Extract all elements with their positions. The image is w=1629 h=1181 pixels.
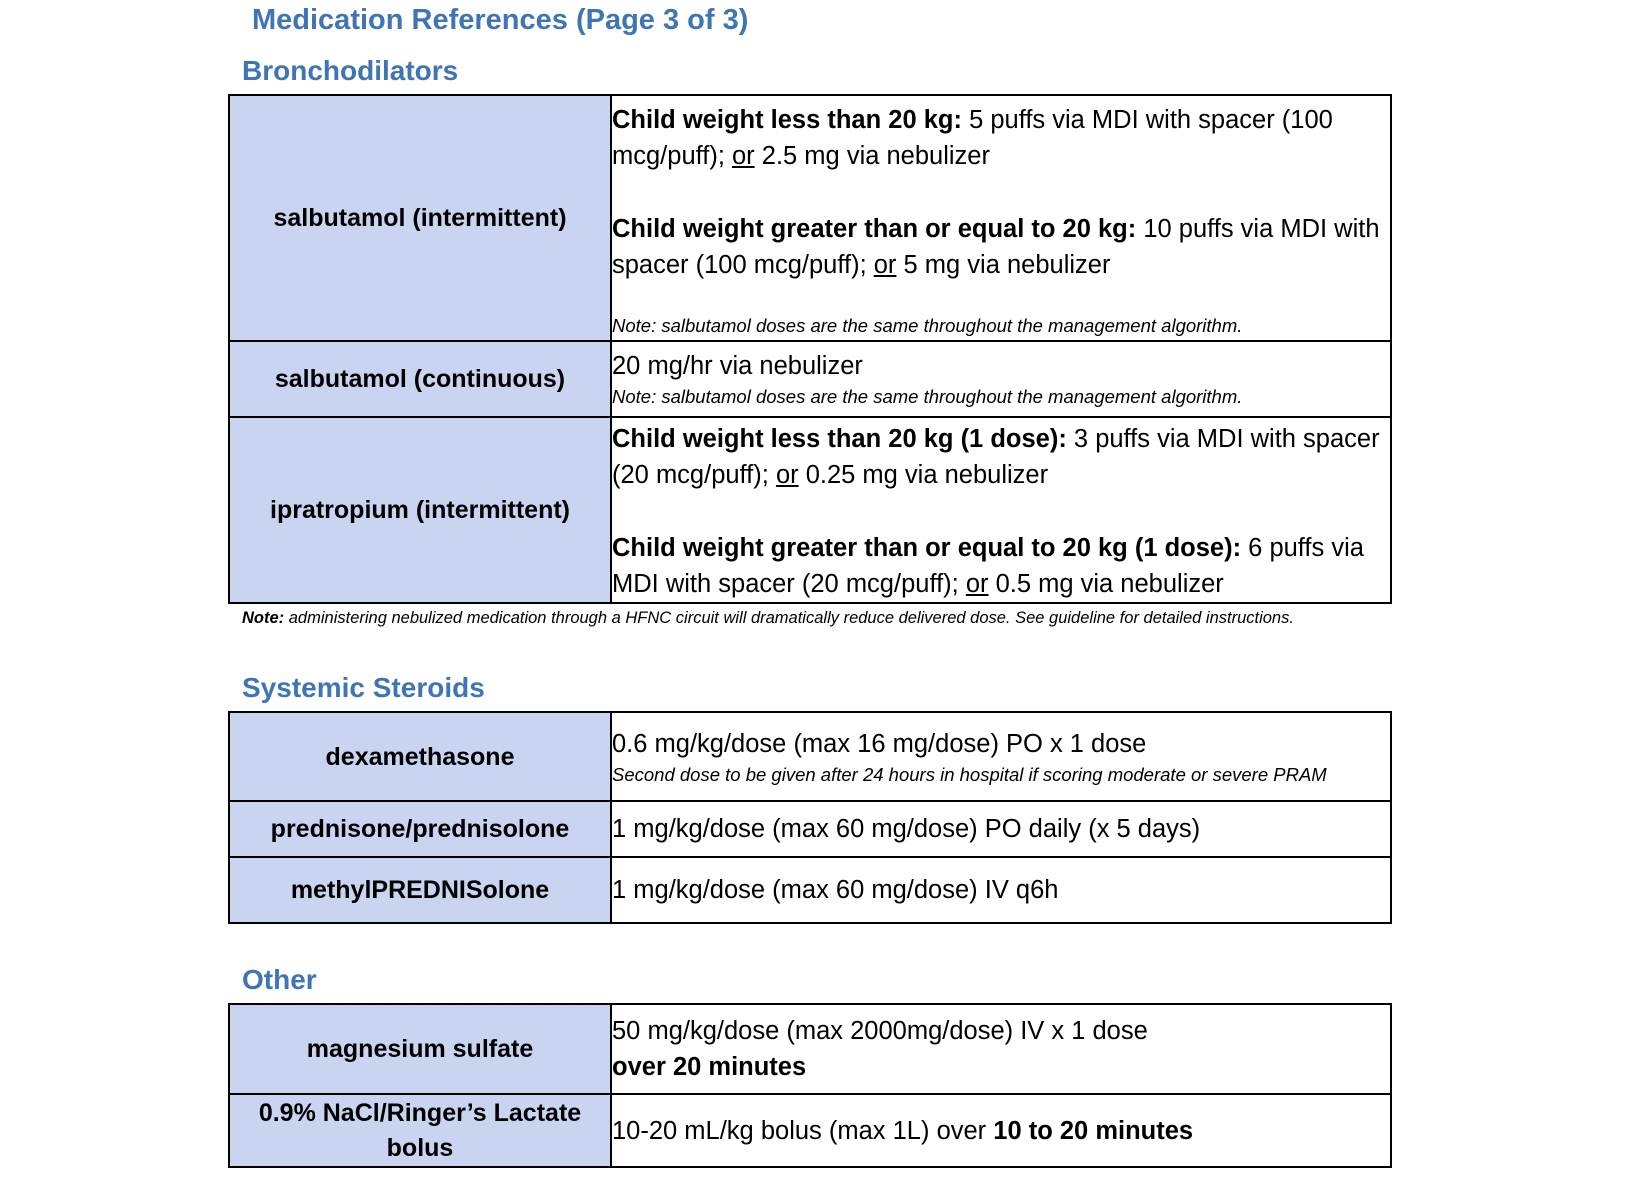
hfnc-footnote — [242, 609, 1294, 628]
dose-paragraph — [612, 211, 1390, 283]
or-text: or — [775, 460, 799, 489]
footnote-text: administering nebulized medication through a HFNC circuit will dramatically reduce delivered dose. See guideline for detailed instructions. — [284, 609, 1294, 627]
dose-cell — [611, 417, 1391, 603]
section-heading-other: Other — [242, 964, 317, 995]
dose-note: Second dose to be given after 24 hours in hospital if scoring moderate or severe PRAM — [612, 763, 1327, 785]
dose-label: Child weight greater than or equal to 20 kg: — [612, 214, 1137, 243]
dose-paragraph — [612, 421, 1390, 493]
dose-text: 5 mg via nebulizer — [896, 250, 1111, 279]
dose-text: 0.5 mg via nebulizer — [988, 569, 1224, 598]
dose-text: 1 mg/kg/dose (max 60 mg/dose) IV q6h — [612, 876, 1059, 904]
dose-paragraph — [612, 530, 1390, 602]
drug-name: prednisone/prednisolone — [229, 801, 611, 857]
bronchodilators-table — [228, 94, 1392, 604]
section-heading-bronchodilators: Bronchodilators — [242, 55, 459, 86]
drug-name: salbutamol (intermittent) — [229, 95, 611, 341]
drug-name-line: bolus — [386, 1133, 454, 1162]
dose-cell — [611, 712, 1391, 801]
steroids-table — [228, 711, 1392, 924]
dose-note: Note: salbutamol doses are the same throughout the management algorithm. — [612, 314, 1243, 336]
dose-note: Note: salbutamol doses are the same throughout the management algorithm. — [612, 386, 1243, 407]
dose-label: Child weight less than 20 kg: — [612, 105, 962, 134]
dose-text: 0.6 mg/kg/dose (max 16 mg/dose) PO x 1 dose — [612, 729, 1147, 758]
dose-text: 1 mg/kg/dose (max 60 mg/dose) PO daily (x 5 days) — [612, 815, 1201, 843]
table-row — [229, 1004, 1391, 1094]
dose-cell — [611, 801, 1391, 857]
footnote-label: Note: — [242, 609, 285, 627]
drug-name: dexamethasone — [229, 712, 611, 801]
other-table — [228, 1003, 1392, 1168]
or-text: or — [732, 141, 755, 170]
dose-text: 10 puffs via MDI with spacer (100 mcg/puff); — [612, 214, 1380, 279]
dose-text: 2.5 mg via nebulizer — [754, 141, 990, 170]
dose-cell — [611, 1094, 1391, 1167]
or-text: or — [873, 250, 897, 279]
dose-duration: 10 to 20 minutes — [993, 1116, 1194, 1145]
drug-name: magnesium sulfate — [229, 1004, 611, 1094]
dose-cell — [611, 857, 1391, 923]
table-row — [229, 417, 1391, 603]
drug-name: salbutamol (continuous) — [229, 341, 611, 417]
dose-cell — [611, 95, 1391, 341]
dose-text: 50 mg/kg/dose (max 2000mg/dose) IV x 1 dose — [612, 1017, 1148, 1045]
or-text: or — [965, 569, 989, 598]
dose-text: 20 mg/hr via nebulizer — [612, 352, 863, 380]
table-row — [229, 95, 1391, 341]
table-row — [229, 1094, 1391, 1167]
dose-label: Child weight less than 20 kg (1 dose): — [612, 424, 1067, 453]
drug-name: ipratropium (intermittent) — [229, 417, 611, 603]
table-row — [229, 801, 1391, 857]
dose-text: 5 puffs via MDI with spacer (100 mcg/puff); — [612, 105, 1333, 170]
table-row — [229, 857, 1391, 923]
dose-text: 10-20 mL/kg bolus (max 1L) over — [612, 1116, 994, 1145]
dose-label: Child weight greater than or equal to 20 kg (1 dose): — [612, 533, 1242, 562]
dose-text: over 20 minutes — [612, 1053, 807, 1081]
page-title: Medication References (Page 3 of 3) — [252, 4, 749, 36]
drug-name-line: 0.9% NaCl/Ringer’s Lactate — [258, 1098, 582, 1127]
table-row — [229, 341, 1391, 417]
drug-name: methylPREDNISolone — [229, 857, 611, 923]
dose-text: 6 puffs via MDI with spacer (20 mcg/puff); — [612, 533, 1364, 598]
dose-paragraph — [612, 1113, 1390, 1149]
dose-cell — [611, 1004, 1391, 1094]
section-heading-systemic-steroids: Systemic Steroids — [242, 672, 485, 703]
drug-name — [229, 1094, 611, 1167]
dose-text: 0.25 mg via nebulizer — [798, 460, 1049, 489]
dose-text: 3 puffs via MDI with spacer (20 mcg/puff); — [612, 424, 1380, 489]
dose-cell — [611, 341, 1391, 417]
dose-paragraph — [612, 102, 1390, 174]
table-row — [229, 712, 1391, 801]
